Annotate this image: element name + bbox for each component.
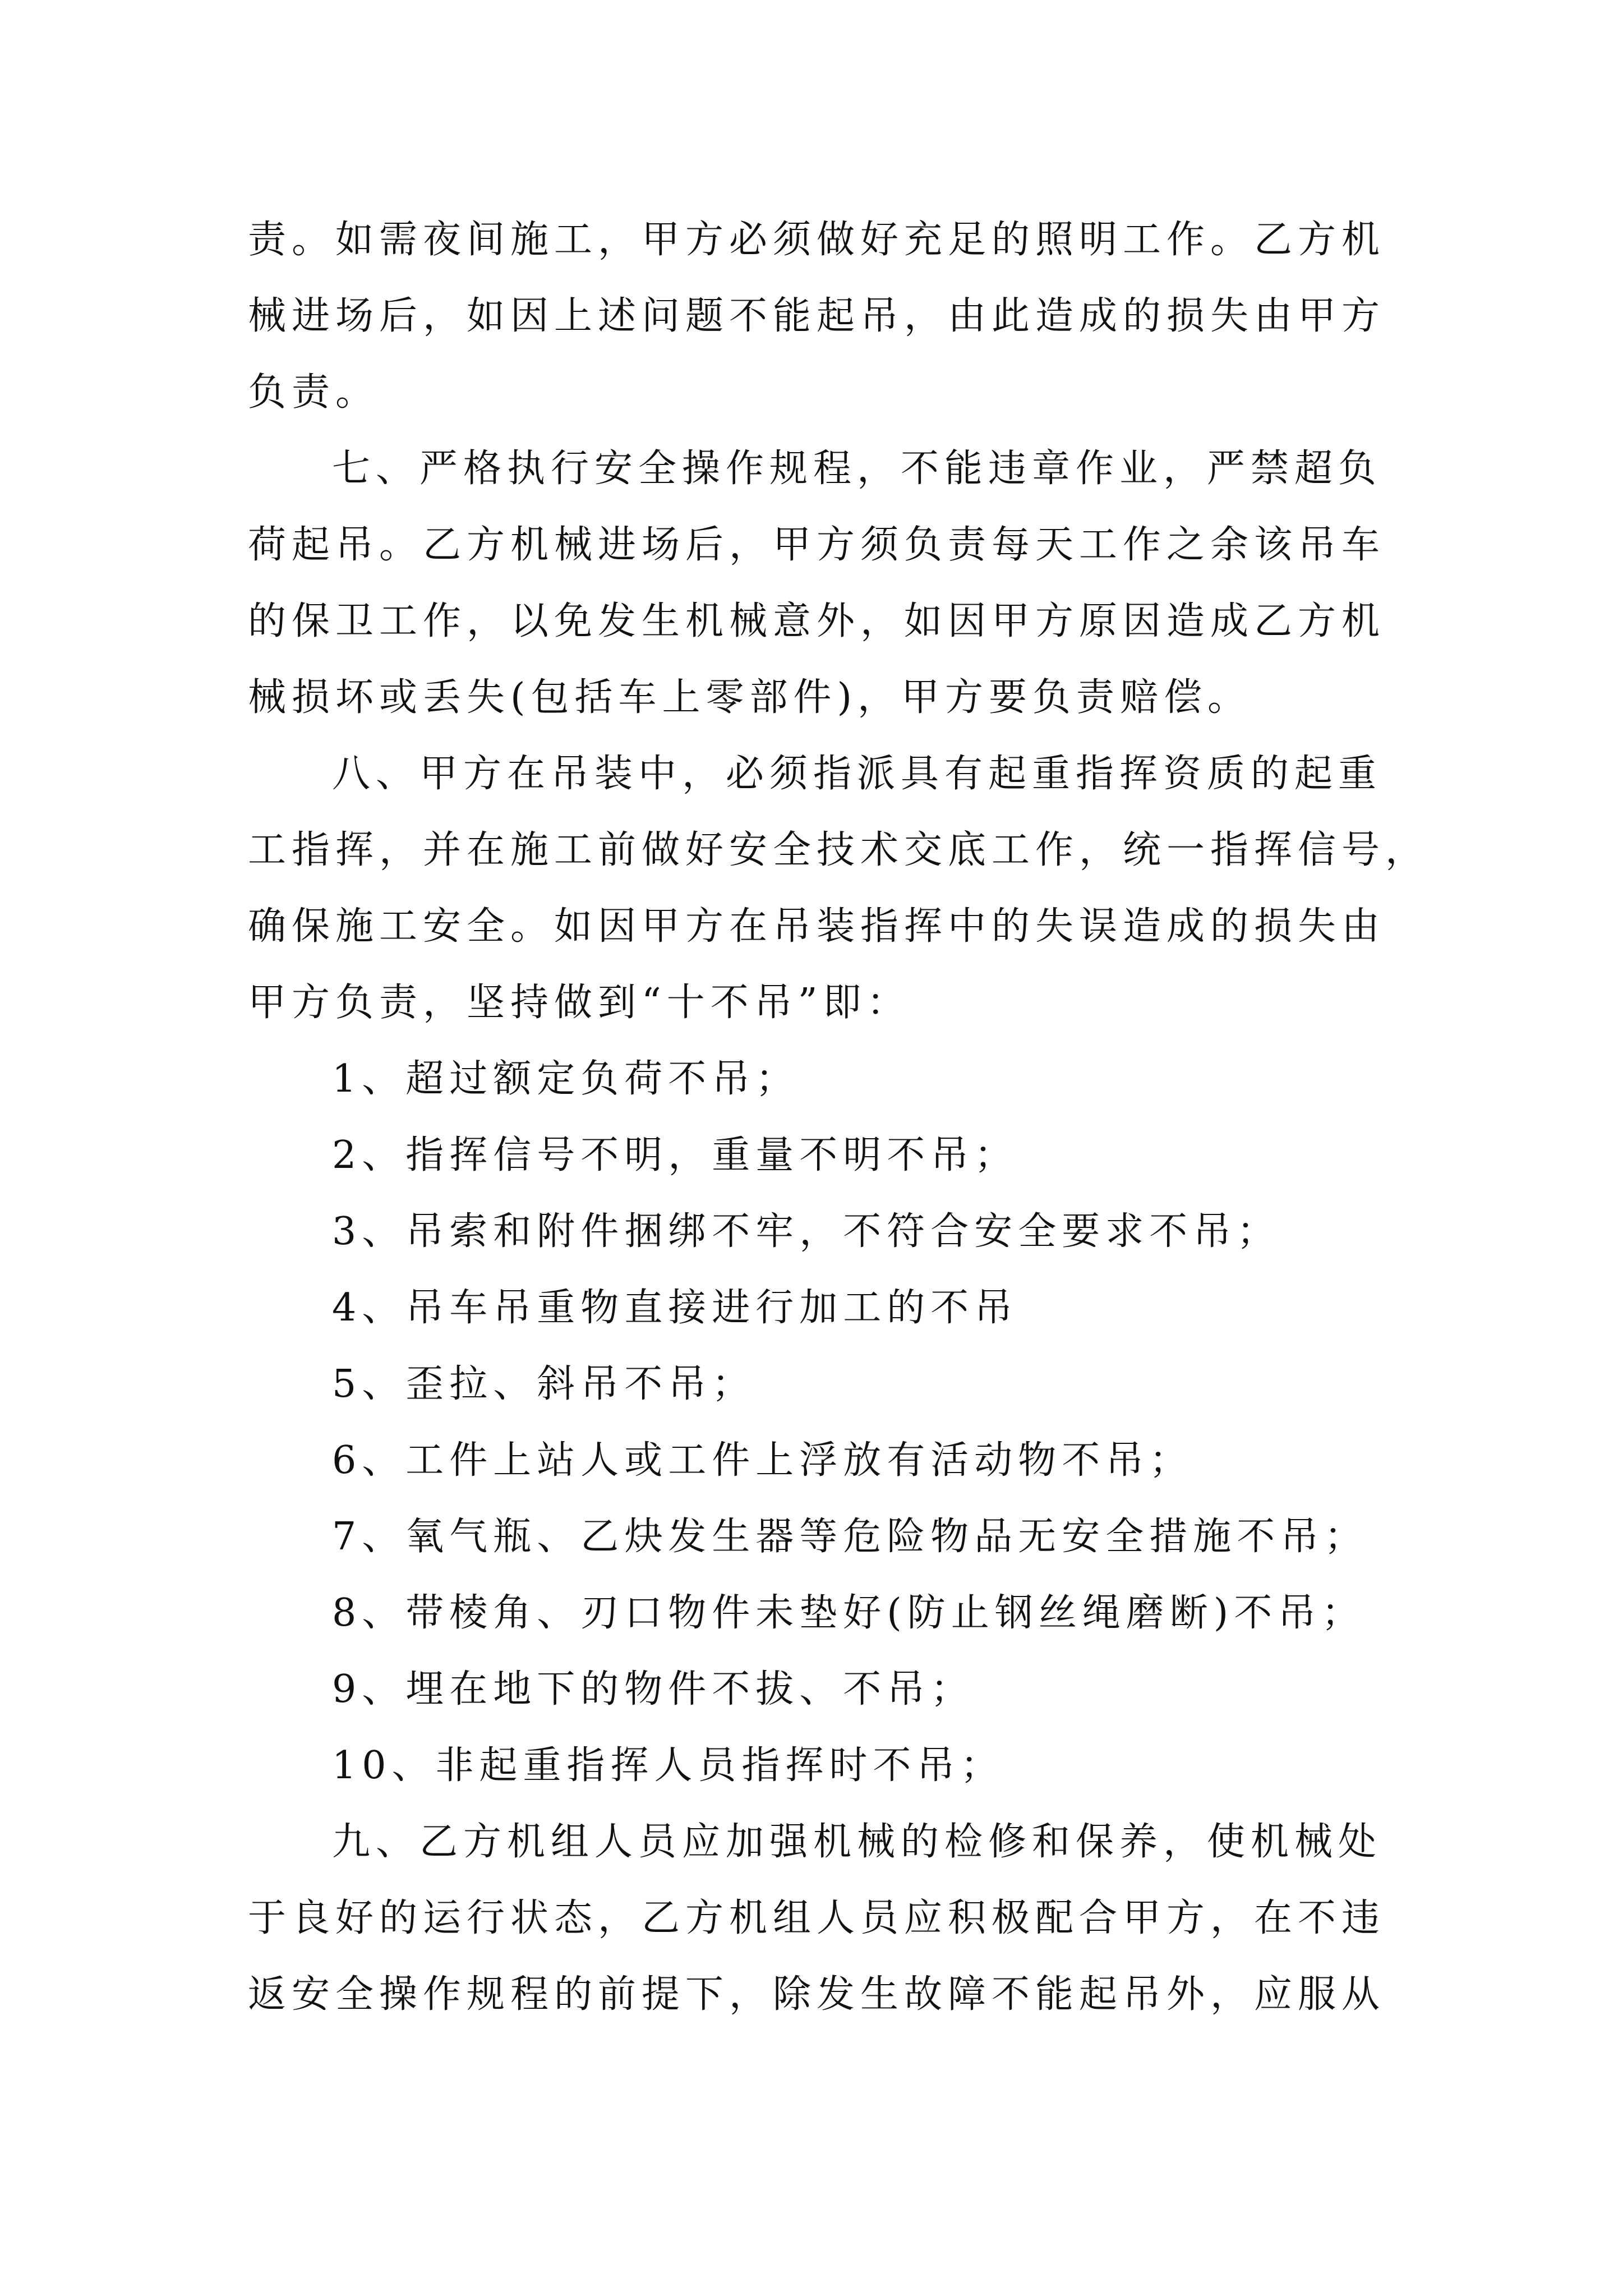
text-line: 械损坏或丢失(包括车上零部件)，甲方要负责赔偿。 xyxy=(248,675,1252,720)
text-line: 责。如需夜间施工，甲方必须做好充足的照明工作。乙方机 xyxy=(248,218,1386,262)
list-item: 3、吊索和附件捆绑不牢，不符合安全要求不吊； xyxy=(332,1209,1281,1254)
text-line: 的保卫工作，以免发生机械意外，如因甲方原因造成乙方机 xyxy=(248,599,1386,643)
text-line: 八、甲方在吊装中，必须指派具有起重指挥资质的起重 xyxy=(332,752,1382,796)
text-line: 七、严格执行安全操作规程，不能违章作业，严禁超负 xyxy=(332,447,1382,491)
list-item: 10、非起重指挥人员指挥时不吊； xyxy=(332,1743,1004,1788)
text-line: 工指挥，并在施工前做好安全技术交底工作，统一指挥信号， xyxy=(248,828,1430,872)
text-line: 返安全操作规程的前提下，除发生故障不能起吊外，应服从 xyxy=(248,1972,1386,2017)
text-line: 于良好的运行状态，乙方机组人员应积极配合甲方，在不违 xyxy=(248,1896,1386,1940)
list-item: 4、吊车吊重物直接进行加工的不吊 xyxy=(332,1286,1018,1330)
text-line: 负责。 xyxy=(248,370,380,415)
text-line: 荷起吊。乙方机械进场后，甲方须负责每天工作之余该吊车 xyxy=(248,523,1386,567)
list-item: 7、氧气瓶、乙炔发生器等危险物品无安全措施不吊； xyxy=(332,1515,1368,1559)
list-item: 1、超过额定负荷不吊； xyxy=(332,1057,800,1101)
list-item: 5、歪拉、斜吊不吊； xyxy=(332,1362,756,1406)
list-item: 8、带棱角、刃口物件未垫好(防止钢丝绳磨断)不吊； xyxy=(332,1591,1366,1635)
list-item: 2、指挥信号不明，重量不明不吊； xyxy=(332,1133,1018,1177)
text-line: 确保施工安全。如因甲方在吊装指挥中的失误造成的损失由 xyxy=(248,904,1386,949)
text-line: 甲方负责，坚持做到“十不吊”即： xyxy=(248,981,911,1025)
list-item: 6、工件上站人或工件上浮放有活动物不吊； xyxy=(332,1438,1193,1483)
list-item: 9、埋在地下的物件不拔、不吊； xyxy=(332,1667,975,1711)
text-line: 九、乙方机组人员应加强机械的检修和保养，使机械处 xyxy=(332,1820,1382,1864)
document-body xyxy=(248,202,1430,2033)
text-line: 械进场后，如因上述问题不能起吊，由此造成的损失由甲方 xyxy=(248,294,1386,338)
